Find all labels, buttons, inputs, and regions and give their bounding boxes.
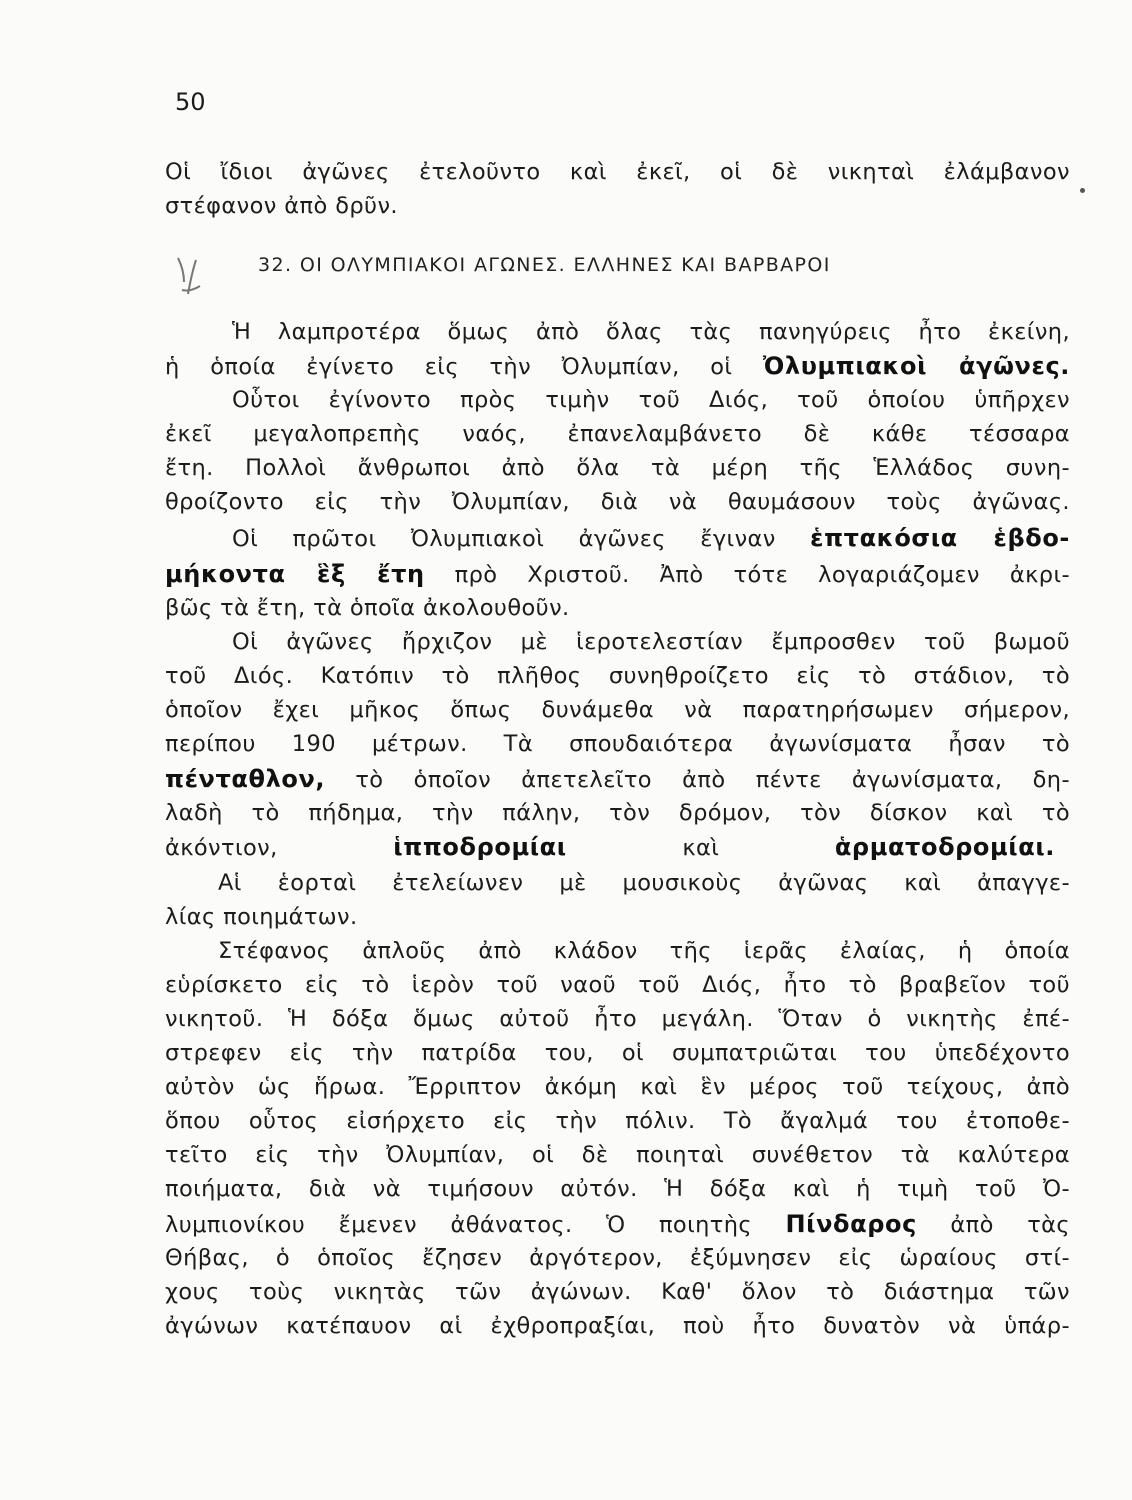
text-line: χους τοὺς νικητὰς τῶν ἀγώνων. Καθ' ὅλον τὸ διάστημα τῶν (165, 1279, 1070, 1305)
text-line: Αἱ ἑορταὶ ἐτελείωνεν μὲ μουσικοὺς ἀγῶνας καὶ ἀπαγγε- (218, 870, 1070, 896)
text-span: πρὸ Χριστοῦ. Ἀπὸ τότε λογαριάζομεν ἀκρι- (454, 562, 1070, 588)
text-line: τεῖτο εἰς τὴν Ὀλυμπίαν, οἱ δὲ ποιηταὶ συνέθετον τὰ καλύτερα (165, 1142, 1070, 1168)
section-heading: 32. ΟΙ ΟΛΥΜΠΙΑΚΟΙ ΑΓΩΝΕΣ. ΕΛΛΗΝΕΣ ΚΑΙ ΒΑΡΒΑΡΟΙ (258, 254, 831, 276)
emphasis-horse-races: ἱπποδρομίαι (393, 833, 567, 861)
text-line: αὐτὸν ὡς ἥρωα. Ἔρριπτον ἀκόμη καὶ ἓν μέρος τοῦ τείχους, ἀπὸ (165, 1074, 1070, 1100)
text-line: θροίζοντο εἰς τὴν Ὀλυμπίαν, διὰ νὰ θαυμάσουν τοὺς ἀγῶνας. (165, 489, 1070, 515)
page-number: 50 (175, 88, 206, 116)
intro-line: Οἱ ἴδιοι ἀγῶνες ἐτελοῦντο καὶ ἐκεῖ, οἱ δὲ νικηταὶ ἐλάμβανον (165, 159, 1070, 185)
text-span: τὸ ὁποῖον ἀπετελεῖτο ἀπὸ πέντε ἀγωνίσματα, δη- (355, 767, 1070, 793)
text-line (165, 762, 1070, 796)
text-span: Οἱ πρῶτοι Ὀλυμπιακοὶ ἀγῶνες ἔγιναν (232, 526, 776, 552)
text-span: ἀπὸ τὰς (950, 1212, 1070, 1238)
intro-line: στέφανον ἀπὸ δρῦν. (165, 193, 398, 219)
text-line: ἔτη. Πολλοὶ ἄνθρωποι ἀπὸ ὅλα τὰ μέρη τῆς Ἑλλάδος συνη- (165, 455, 1070, 481)
text-line: Θήβας, ὁ ὁποῖος ἔζησεν ἀργότερον, ἐξύμνησεν εἰς ὡραίους στί- (165, 1245, 1070, 1271)
text-line (165, 1207, 1070, 1241)
text-line: εὑρίσκετο εἰς τὸ ἱερὸν τοῦ ναοῦ τοῦ Διός, ἦτο τὸ βραβεῖον τοῦ (165, 972, 1070, 998)
text-line: Στέφανος ἁπλοῦς ἀπὸ κλάδον τῆς ἱερᾶς ἐλαίας, ἡ ὁποία (218, 938, 1070, 964)
text-line: ποιήματα, διὰ νὰ τιμήσουν αὐτόν. Ἡ δόξα καὶ ἡ τιμὴ τοῦ Ὀ- (165, 1176, 1070, 1202)
text-span: ἡ ὁποία ἐγίνετο εἰς τὴν Ὀλυμπίαν, οἱ (165, 354, 733, 380)
text-line: Ἡ λαμπροτέρα ὅμως ἀπὸ ὅλας τὰς πανηγύρεις ἦτο ἐκείνη, (232, 319, 1070, 345)
text-line: ὅπου οὗτος εἰσήρχετο εἰς τὴν πόλιν. Τὸ ἄγαλμά του ἐτοποθε- (165, 1108, 1070, 1134)
text-line: ὁποῖον ἔχει μῆκος ὅπως δυνάμεθα νὰ παρατηρήσωμεν σήμερον, (165, 697, 1070, 723)
text-line (165, 557, 1070, 591)
emphasis-years: μήκοντα ἓξ ἔτη (165, 560, 425, 588)
emphasis-pindar: Πίνδαρος (785, 1210, 917, 1238)
text-line (232, 521, 1070, 555)
text-line: λίας ποιημάτων. (165, 904, 358, 930)
text-line (165, 349, 1070, 383)
text-line: Οἱ ἀγῶνες ἤρχιζον μὲ ἱεροτελεστίαν ἔμπροσθεν τοῦ βωμοῦ (232, 629, 1070, 655)
text-line: τοῦ Διός. Κατόπιν τὸ πλῆθος συνηθροίζετο εἰς τὸ στάδιον, τὸ (165, 663, 1070, 689)
emphasis-chariot-races: ἁρματοδρομίαι. (834, 833, 1055, 861)
emphasis-olympic-games: Ὀλυμπιακοὶ ἀγῶνες. (762, 352, 1070, 380)
text-line: στρεφεν εἰς τὴν πατρίδα του, οἱ συμπατριῶται του ὑπεδέχοντο (165, 1040, 1070, 1066)
emphasis-776: ἑπτακόσια ἑβδο- (810, 524, 1070, 552)
text-line (165, 830, 1055, 864)
speck-mark (1080, 188, 1085, 193)
text-line: ἐκεῖ μεγαλοπρεπὴς ναός, ἐπανελαμβάνετο δὲ κάθε τέσσαρα (165, 421, 1070, 447)
text-span: καὶ (682, 835, 720, 861)
text-line: Οὗτοι ἐγίνοντο πρὸς τιμὴν τοῦ Διός, τοῦ ὁποίου ὑπῆρχεν (232, 387, 1070, 413)
text-line: νικητοῦ. Ἡ δόξα ὅμως αὐτοῦ ἦτο μεγάλη. Ὅταν ὁ νικητὴς ἐπέ- (165, 1006, 1070, 1032)
text-span: ἀκόντιον, (165, 835, 278, 861)
text-span: λυμπιονίκου ἔμενεν ἀθάνατος. Ὁ ποιητὴς (165, 1212, 752, 1238)
text-line: ἀγώνων κατέπαυον αἱ ἐχθροπραξίαι, ποὺ ἦτο δυνατὸν νὰ ὑπάρ- (165, 1313, 1070, 1339)
text-line: περίπου 190 μέτρων. Τὰ σπουδαιότερα ἀγωνίσματα ἦσαν τὸ (165, 731, 1070, 757)
text-line: βῶς τὰ ἔτη, τὰ ὁποῖα ἀκολουθοῦν. (165, 595, 570, 621)
emphasis-pentathlon: πένταθλον, (165, 765, 326, 793)
text-line: λαδὴ τὸ πήδημα, τὴν πάλην, τὸν δρόμον, τὸν δίσκον καὶ τὸ (165, 800, 1070, 826)
pencil-check-mark (170, 252, 210, 302)
